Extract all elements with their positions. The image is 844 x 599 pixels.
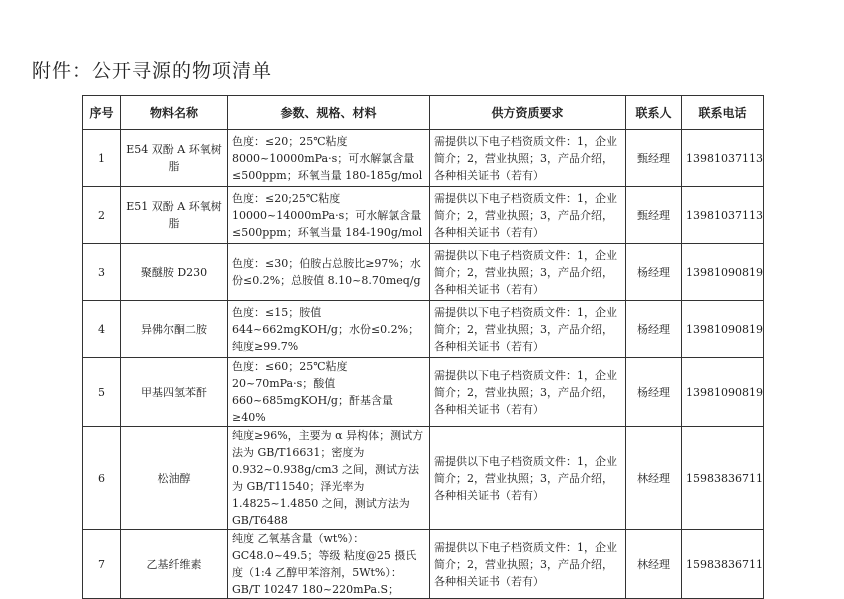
cell-no: 1 [83, 130, 121, 187]
cell-spec: 色度：≤20；25℃粘度 8000~10000mPa·s；可水解氯含量≤500ppm；环氧当量 180-185g/mol [228, 130, 430, 187]
table-row [83, 301, 764, 358]
header-no: 序号 [83, 96, 121, 130]
table-header-row [83, 96, 764, 130]
cell-name: 松油醇 [121, 427, 228, 530]
cell-spec: 色度：≤60；25℃粘度 20~70mPa·s；酸值 660~685mgKOH/g；酐基含量≥40% [228, 358, 430, 427]
cell-requirements: 需提供以下电子档资质文件：1，企业简介；2，营业执照；3，产品介绍，各种相关证书（若有） [430, 301, 626, 358]
cell-requirements: 需提供以下电子档资质文件：1，企业简介；2，营业执照；3，产品介绍，各种相关证书（若有） [430, 530, 626, 599]
cell-contact: 杨经理 [626, 244, 682, 301]
cell-contact: 甄经理 [626, 130, 682, 187]
page-title: 附件：公开寻源的物项清单 [32, 60, 273, 82]
table-row [83, 187, 764, 244]
cell-no: 4 [83, 301, 121, 358]
table-row [83, 530, 764, 599]
header-spec: 参数、规格、材料 [228, 96, 430, 130]
header-requirements: 供方资质要求 [430, 96, 626, 130]
header-phone: 联系电话 [682, 96, 764, 130]
cell-requirements: 需提供以下电子档资质文件：1，企业简介；2，营业执照；3，产品介绍，各种相关证书（若有） [430, 244, 626, 301]
cell-phone: 13981037113 [682, 187, 764, 244]
table-row [83, 358, 764, 427]
cell-spec: 纯度≥96%，主要为 α 异构体；测试方法为 GB/T16631；密度为 0.932~0.938g/cm3 之间，测试方法为 GB/T11540；泽光率为 1.4825~1.4850 之间，测试方法为 GB/T6488 [228, 427, 430, 530]
cell-phone: 13981090819 [682, 301, 764, 358]
cell-phone: 15983836711 [682, 427, 764, 530]
cell-spec: 色度：≤30；伯胺占总胺比≥97%；水份≤0.2%；总胺值 8.10~8.70meq/g [228, 244, 430, 301]
cell-contact: 林经理 [626, 427, 682, 530]
cell-requirements: 需提供以下电子档资质文件：1，企业简介；2，营业执照；3，产品介绍，各种相关证书（若有） [430, 130, 626, 187]
cell-phone: 13981090819 [682, 244, 764, 301]
cell-contact: 杨经理 [626, 358, 682, 427]
cell-contact: 甄经理 [626, 187, 682, 244]
cell-spec: 色度：≤15；胺值 644~662mgKOH/g；水份≤0.2%；纯度≥99.7% [228, 301, 430, 358]
cell-phone: 13981037113 [682, 130, 764, 187]
cell-name: 乙基纤维素 [121, 530, 228, 599]
table-row [83, 244, 764, 301]
cell-requirements: 需提供以下电子档资质文件：1，企业简介；2，营业执照；3，产品介绍，各种相关证书（若有） [430, 187, 626, 244]
cell-name: E51 双酚 A 环氧树脂 [121, 187, 228, 244]
materials-table [82, 95, 764, 599]
cell-contact: 林经理 [626, 530, 682, 599]
cell-no: 5 [83, 358, 121, 427]
cell-phone: 13981090819 [682, 358, 764, 427]
cell-contact: 杨经理 [626, 301, 682, 358]
cell-requirements: 需提供以下电子档资质文件：1，企业简介；2，营业执照；3，产品介绍，各种相关证书（若有） [430, 427, 626, 530]
cell-no: 2 [83, 187, 121, 244]
cell-requirements: 需提供以下电子档资质文件：1，企业简介；2，营业执照；3，产品介绍，各种相关证书（若有） [430, 358, 626, 427]
cell-name: E54 双酚 A 环氧树脂 [121, 130, 228, 187]
header-contact: 联系人 [626, 96, 682, 130]
cell-spec: 纯度 乙氧基含量（wt%）：GC48.0~49.5；等级 粘度@25 摄氏度（1:4 乙醇甲苯溶剂，5Wt%）：GB/T 10247 180~220mPa.S； [228, 530, 430, 599]
table-row [83, 130, 764, 187]
cell-name: 异佛尔酮二胺 [121, 301, 228, 358]
cell-phone: 15983836711 [682, 530, 764, 599]
cell-no: 3 [83, 244, 121, 301]
cell-no: 7 [83, 530, 121, 599]
table-row [83, 427, 764, 530]
cell-no: 6 [83, 427, 121, 530]
header-name: 物料名称 [121, 96, 228, 130]
cell-name: 聚醚胺 D230 [121, 244, 228, 301]
cell-name: 甲基四氢苯酐 [121, 358, 228, 427]
cell-spec: 色度：≤20;25℃粘度 10000~14000mPa·s；可水解氯含量≤500ppm；环氧当量 184-190g/mol [228, 187, 430, 244]
